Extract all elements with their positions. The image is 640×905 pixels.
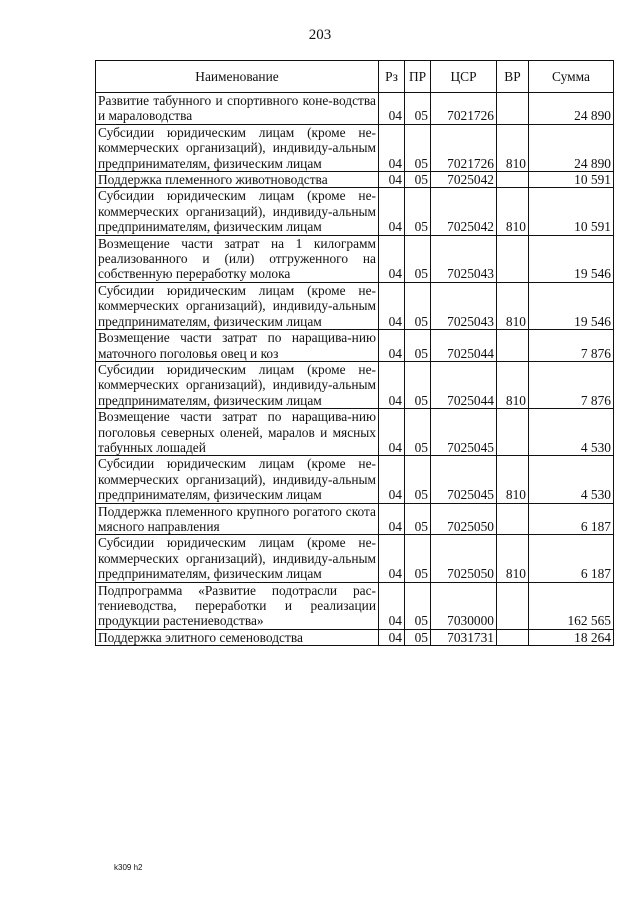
table-row bbox=[96, 629, 614, 645]
row-sum: 10 591 bbox=[529, 188, 614, 235]
footer-code: k309 h2 bbox=[114, 863, 143, 872]
row-vr bbox=[497, 503, 529, 535]
header-rz: Рз bbox=[379, 61, 405, 93]
row-csr: 7021726 bbox=[431, 124, 497, 171]
row-rz: 04 bbox=[379, 188, 405, 235]
row-name: Возмещение части затрат на 1 килограмм реализованного и (или) отгруженного на собственную переработку молока bbox=[96, 235, 379, 282]
row-vr: 810 bbox=[497, 188, 529, 235]
row-rz: 04 bbox=[379, 330, 405, 362]
row-pr: 05 bbox=[405, 282, 431, 329]
row-sum: 6 187 bbox=[529, 535, 614, 582]
page-number: 203 bbox=[308, 27, 332, 43]
row-vr: 810 bbox=[497, 282, 529, 329]
row-sum: 24 890 bbox=[529, 124, 614, 171]
row-rz: 04 bbox=[379, 582, 405, 629]
table-row bbox=[96, 124, 614, 171]
row-name: Субсидии юридическим лицам (кроме не-коммерческих организаций), индивиду-альным предпринимателям, физическим лицам bbox=[96, 456, 379, 503]
table-row bbox=[96, 409, 614, 456]
table-row bbox=[96, 535, 614, 582]
row-sum: 18 264 bbox=[529, 629, 614, 645]
row-pr: 05 bbox=[405, 535, 431, 582]
row-name: Субсидии юридическим лицам (кроме не-коммерческих организаций), индивиду-альным предпринимателям, физическим лицам bbox=[96, 188, 379, 235]
row-pr: 05 bbox=[405, 582, 431, 629]
row-vr: 810 bbox=[497, 535, 529, 582]
row-rz: 04 bbox=[379, 124, 405, 171]
row-sum: 7 876 bbox=[529, 361, 614, 408]
row-vr bbox=[497, 409, 529, 456]
row-csr: 7025044 bbox=[431, 330, 497, 362]
row-name: Развитие табунного и спортивного конe-водства и мараловодства bbox=[96, 93, 379, 125]
row-rz: 04 bbox=[379, 282, 405, 329]
row-pr: 05 bbox=[405, 361, 431, 408]
table-row bbox=[96, 330, 614, 362]
row-name: Поддержка элитного семеноводства bbox=[96, 629, 379, 645]
row-csr: 7025043 bbox=[431, 282, 497, 329]
row-sum: 24 890 bbox=[529, 93, 614, 125]
row-sum: 19 546 bbox=[529, 282, 614, 329]
row-vr: 810 bbox=[497, 361, 529, 408]
row-rz: 04 bbox=[379, 235, 405, 282]
row-rz: 04 bbox=[379, 172, 405, 188]
table-row bbox=[96, 361, 614, 408]
header-name: Наименование bbox=[96, 61, 379, 93]
header-vr: ВР bbox=[497, 61, 529, 93]
row-rz: 04 bbox=[379, 456, 405, 503]
row-pr: 05 bbox=[405, 456, 431, 503]
row-sum: 4 530 bbox=[529, 456, 614, 503]
row-csr: 7025042 bbox=[431, 172, 497, 188]
row-name: Субсидии юридическим лицам (кроме не-коммерческих организаций), индивиду-альным предпринимателям, физическим лицам bbox=[96, 282, 379, 329]
table-row bbox=[96, 172, 614, 188]
row-csr: 7025050 bbox=[431, 503, 497, 535]
row-vr: 810 bbox=[497, 456, 529, 503]
row-rz: 04 bbox=[379, 361, 405, 408]
table-row bbox=[96, 235, 614, 282]
row-name: Поддержка племенного крупного рогатого скота мясного направления bbox=[96, 503, 379, 535]
row-rz: 04 bbox=[379, 503, 405, 535]
row-vr: 810 bbox=[497, 124, 529, 171]
row-rz: 04 bbox=[379, 629, 405, 645]
header-csr: ЦСР bbox=[431, 61, 497, 93]
budget-table bbox=[95, 60, 614, 646]
row-pr: 05 bbox=[405, 235, 431, 282]
row-vr bbox=[497, 629, 529, 645]
row-pr: 05 bbox=[405, 330, 431, 362]
row-vr bbox=[497, 93, 529, 125]
row-pr: 05 bbox=[405, 503, 431, 535]
row-pr: 05 bbox=[405, 93, 431, 125]
table-row bbox=[96, 188, 614, 235]
row-pr: 05 bbox=[405, 124, 431, 171]
table-row bbox=[96, 503, 614, 535]
row-csr: 7030000 bbox=[431, 582, 497, 629]
row-vr bbox=[497, 582, 529, 629]
row-csr: 7025045 bbox=[431, 456, 497, 503]
row-vr bbox=[497, 172, 529, 188]
row-rz: 04 bbox=[379, 535, 405, 582]
table-row bbox=[96, 582, 614, 629]
row-name: Возмещение части затрат по наращива-нию поголовья северных оленей, маралов и мясных табунных лошадей bbox=[96, 409, 379, 456]
row-sum: 6 187 bbox=[529, 503, 614, 535]
row-sum: 19 546 bbox=[529, 235, 614, 282]
row-csr: 7031731 bbox=[431, 629, 497, 645]
row-sum: 162 565 bbox=[529, 582, 614, 629]
row-rz: 04 bbox=[379, 93, 405, 125]
row-csr: 7025043 bbox=[431, 235, 497, 282]
row-sum: 7 876 bbox=[529, 330, 614, 362]
row-name: Субсидии юридическим лицам (кроме не-коммерческих организаций), индивиду-альным предпринимателям, физическим лицам bbox=[96, 361, 379, 408]
row-name: Субсидии юридическим лицам (кроме не-коммерческих организаций), индивиду-альным предпринимателям, физическим лицам bbox=[96, 124, 379, 171]
row-vr bbox=[497, 330, 529, 362]
row-csr: 7025050 bbox=[431, 535, 497, 582]
row-rz: 04 bbox=[379, 409, 405, 456]
row-pr: 05 bbox=[405, 409, 431, 456]
table-row bbox=[96, 456, 614, 503]
row-csr: 7025042 bbox=[431, 188, 497, 235]
header-sum: Сумма bbox=[529, 61, 614, 93]
row-sum: 10 591 bbox=[529, 172, 614, 188]
row-name: Поддержка племенного животноводства bbox=[96, 172, 379, 188]
row-name: Субсидии юридическим лицам (кроме не-коммерческих организаций), индивиду-альным предпринимателям, физическим лицам bbox=[96, 535, 379, 582]
row-sum: 4 530 bbox=[529, 409, 614, 456]
row-pr: 05 bbox=[405, 188, 431, 235]
header-pr: ПР bbox=[405, 61, 431, 93]
row-name: Подпрограмма «Развитие подотрасли рас-тениеводства, переработки и реализации продукции растениеводства» bbox=[96, 582, 379, 629]
row-pr: 05 bbox=[405, 172, 431, 188]
row-csr: 7025045 bbox=[431, 409, 497, 456]
row-pr: 05 bbox=[405, 629, 431, 645]
row-vr bbox=[497, 235, 529, 282]
row-csr: 7025044 bbox=[431, 361, 497, 408]
row-name: Возмещение части затрат по наращива-нию маточного поголовья овец и коз bbox=[96, 330, 379, 362]
table-header-row bbox=[96, 61, 614, 93]
table-row bbox=[96, 282, 614, 329]
table-row bbox=[96, 93, 614, 125]
row-csr: 7021726 bbox=[431, 93, 497, 125]
